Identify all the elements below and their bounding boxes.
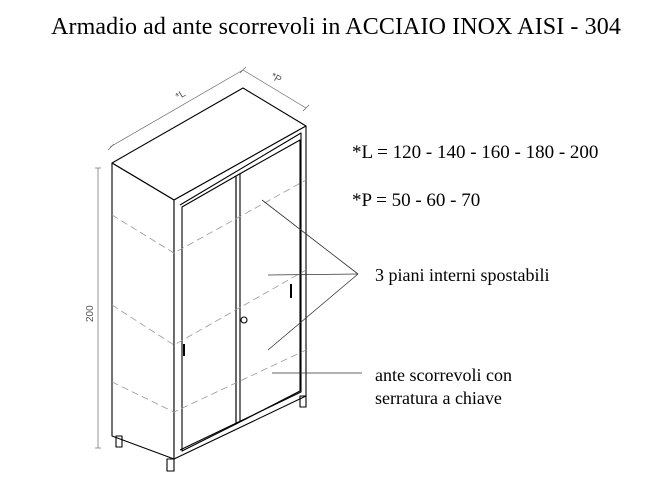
doors-callout xyxy=(375,364,512,410)
doors-callout-line2: serratura a chiave xyxy=(375,388,502,408)
width-dimension-label: *L xyxy=(174,88,188,103)
drawing-title: Armadio ad ante scorrevoli in ACCIAIO INOX AISI - 304 xyxy=(51,14,621,40)
cabinet-leg xyxy=(167,459,174,471)
depth-options: *P = 50 - 60 - 70 xyxy=(352,190,481,211)
depth-dimension-label: *P xyxy=(268,71,284,86)
doors-callout-line1: ante scorrevoli con xyxy=(375,365,512,385)
width-options: *L = 120 - 140 - 160 - 180 - 200 xyxy=(352,142,599,163)
shelves-callout: 3 piani interni spostabili xyxy=(375,265,550,285)
height-dimension-label: 200 xyxy=(85,305,96,322)
